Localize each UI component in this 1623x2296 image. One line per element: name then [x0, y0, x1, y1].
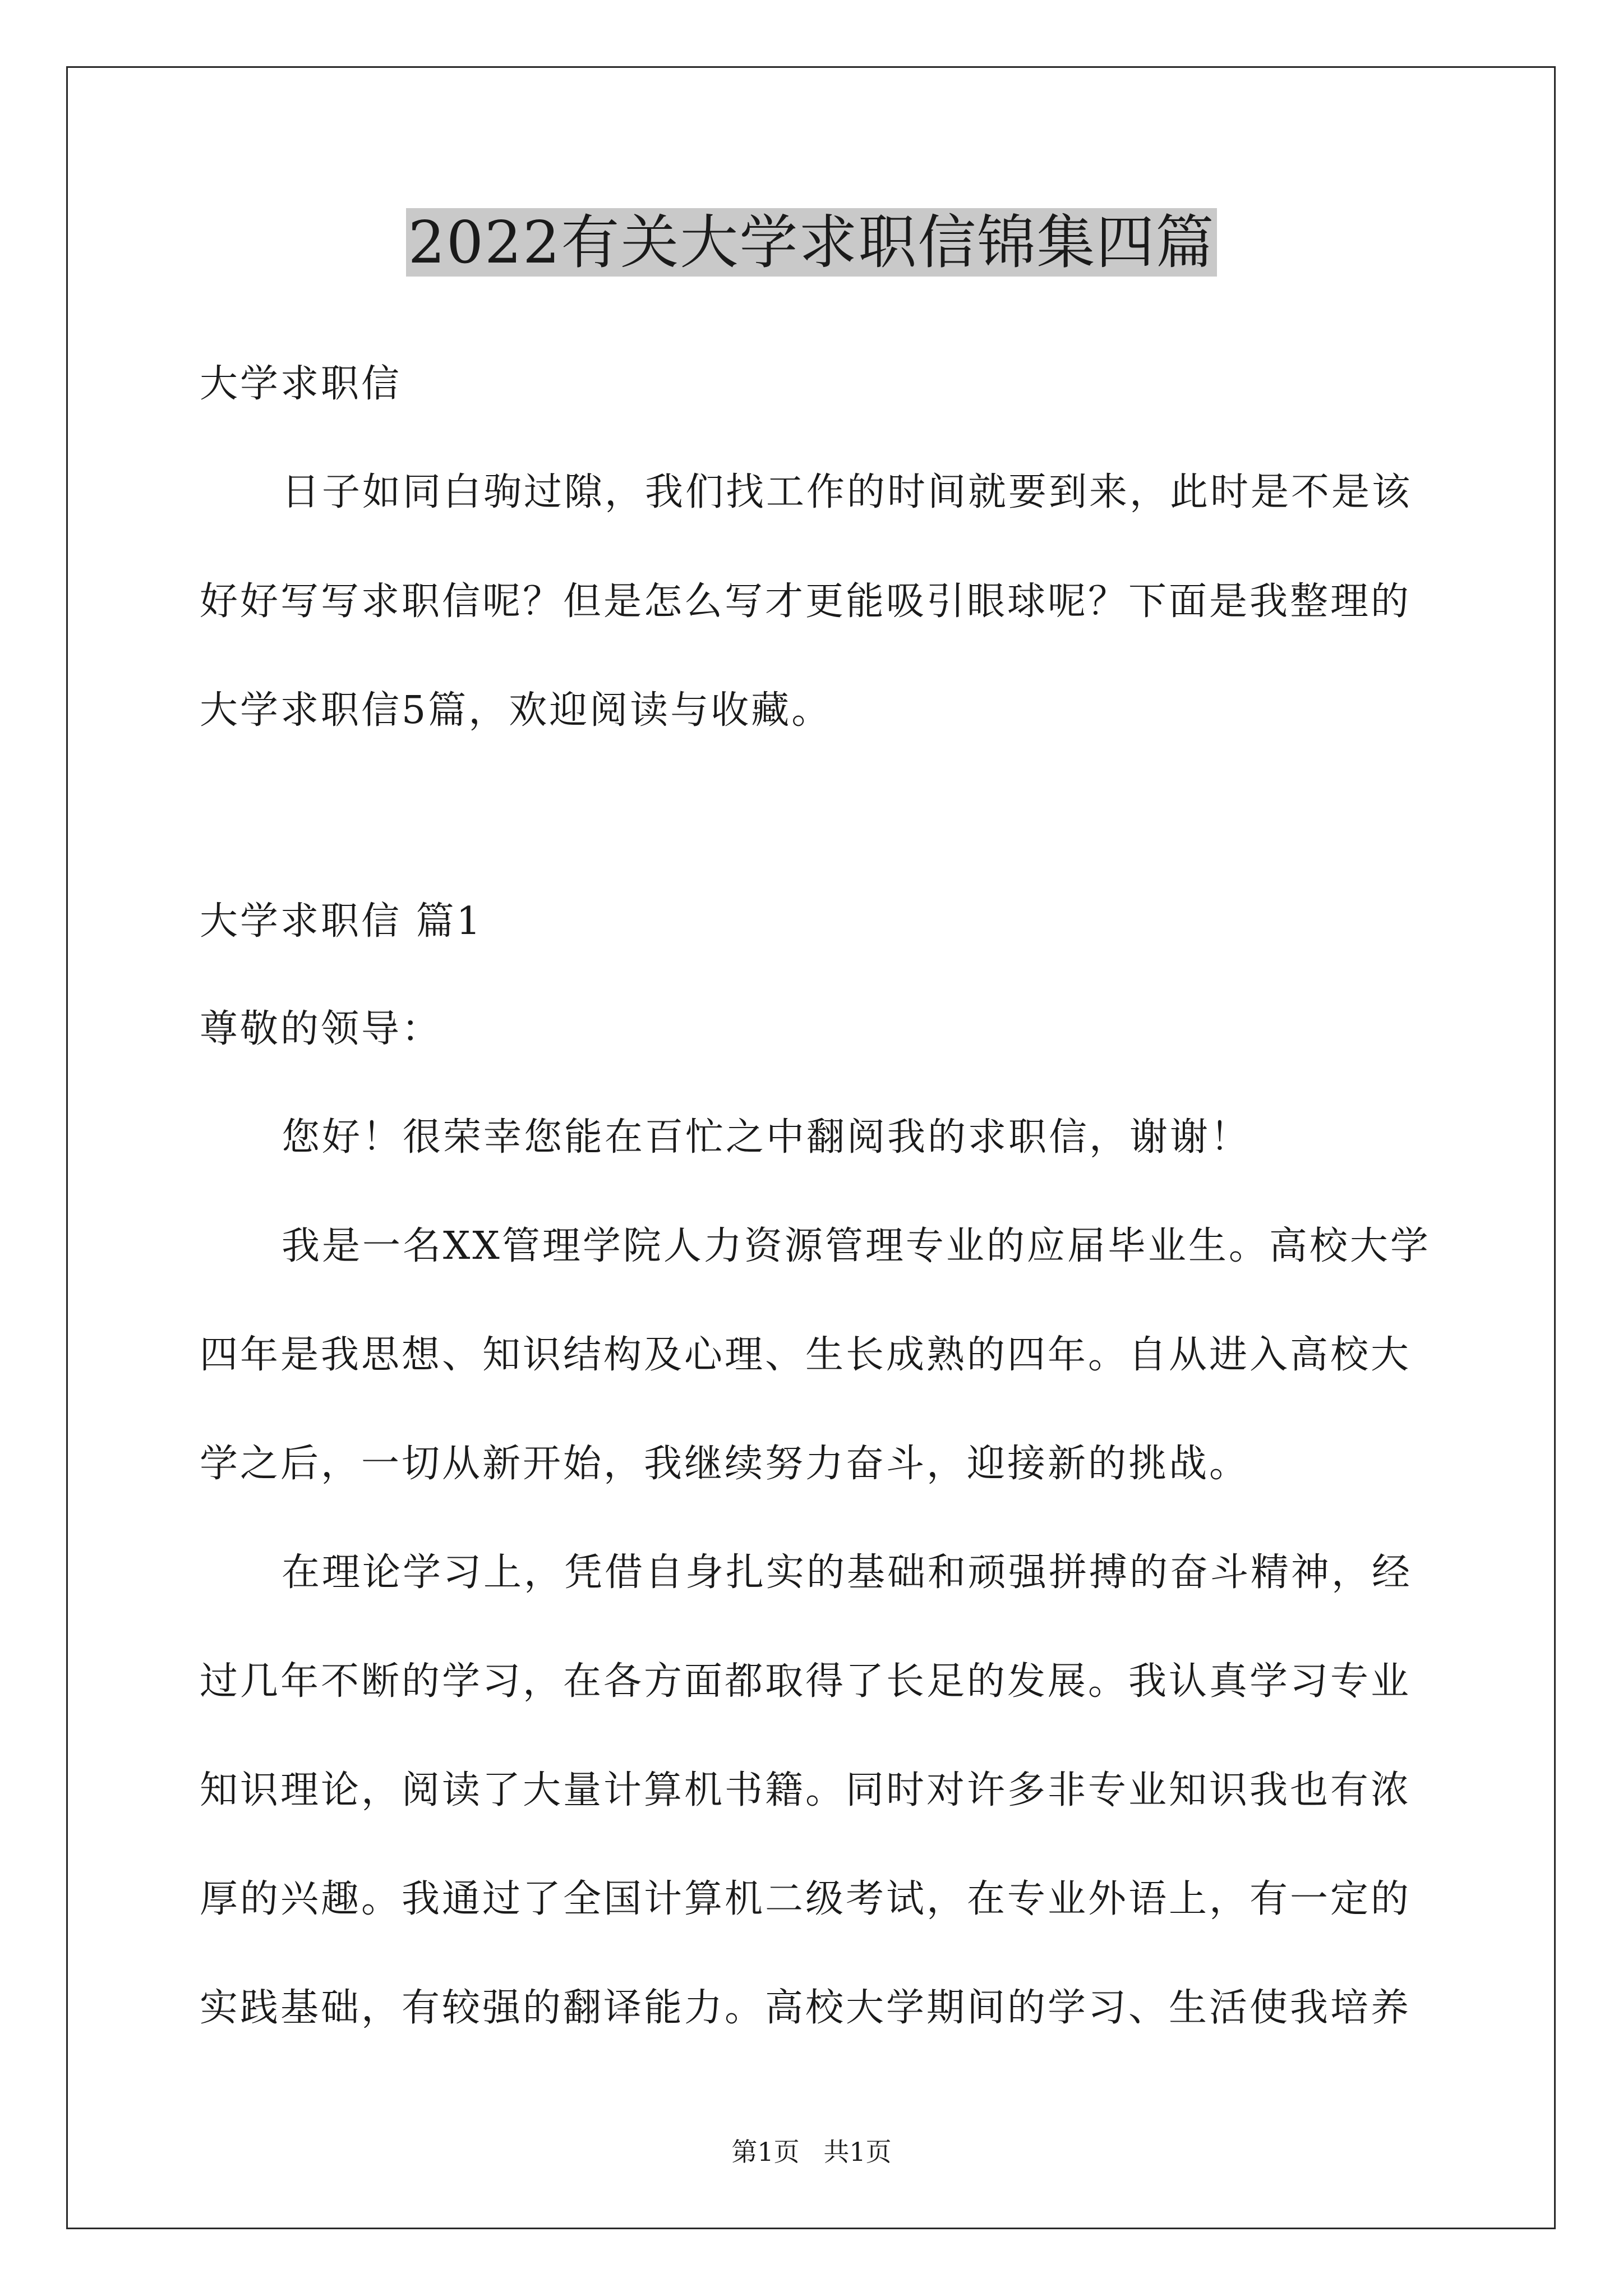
paragraph-line: 实践基础，有较强的翻译能力。高校大学期间的学习、生活使我培养 [200, 1986, 1412, 2030]
paragraph-line: 学之后，一切从新开始，我继续努力奋斗，迎接新的挑战。 [200, 1442, 1250, 1486]
paragraph-line: 四年是我思想、知识结构及心理、生长成熟的四年。自从进入高校大 [200, 1333, 1412, 1377]
salutation: 尊敬的领导： [200, 1007, 442, 1051]
paragraph-line: 过几年不断的学习，在各方面都取得了长足的发展。我认真学习专业 [200, 1659, 1412, 1704]
greeting-line: 您好！很荣幸您能在百忙之中翻阅我的求职信，谢谢！ [282, 1115, 1251, 1159]
intro-line: 好好写写求职信呢？但是怎么写才更能吸引眼球呢？下面是我整理的 [200, 579, 1412, 624]
paragraph-line: 在理论学习上，凭借自身扎实的基础和顽强拼搏的奋斗精神，经 [282, 1550, 1413, 1595]
section-heading: 大学求职信 篇1 [200, 899, 483, 944]
paragraph-line: 厚的兴趣。我通过了全国计算机二级考试，在专业外语上，有一定的 [200, 1877, 1412, 1921]
paragraph-line: 我是一名XX管理学院人力资源管理专业的应届毕业生。高校大学 [282, 1224, 1431, 1268]
intro-line: 日子如同白驹过隙，我们找工作的时间就要到来，此时是不是该 [282, 470, 1413, 514]
page-total: 共1页 [823, 2137, 892, 2167]
page-number: 第1页 [731, 2137, 800, 2167]
letter-heading: 大学求职信 [200, 362, 402, 406]
paragraph-line: 知识理论，阅读了大量计算机书籍。同时对许多非专业知识我也有浓 [200, 1768, 1412, 1812]
intro-line: 大学求职信5篇，欢迎阅读与收藏。 [200, 688, 832, 733]
page-footer [0, 2132, 1623, 2169]
document-title: 2022有关大学求职信锦集四篇 [0, 203, 1623, 282]
